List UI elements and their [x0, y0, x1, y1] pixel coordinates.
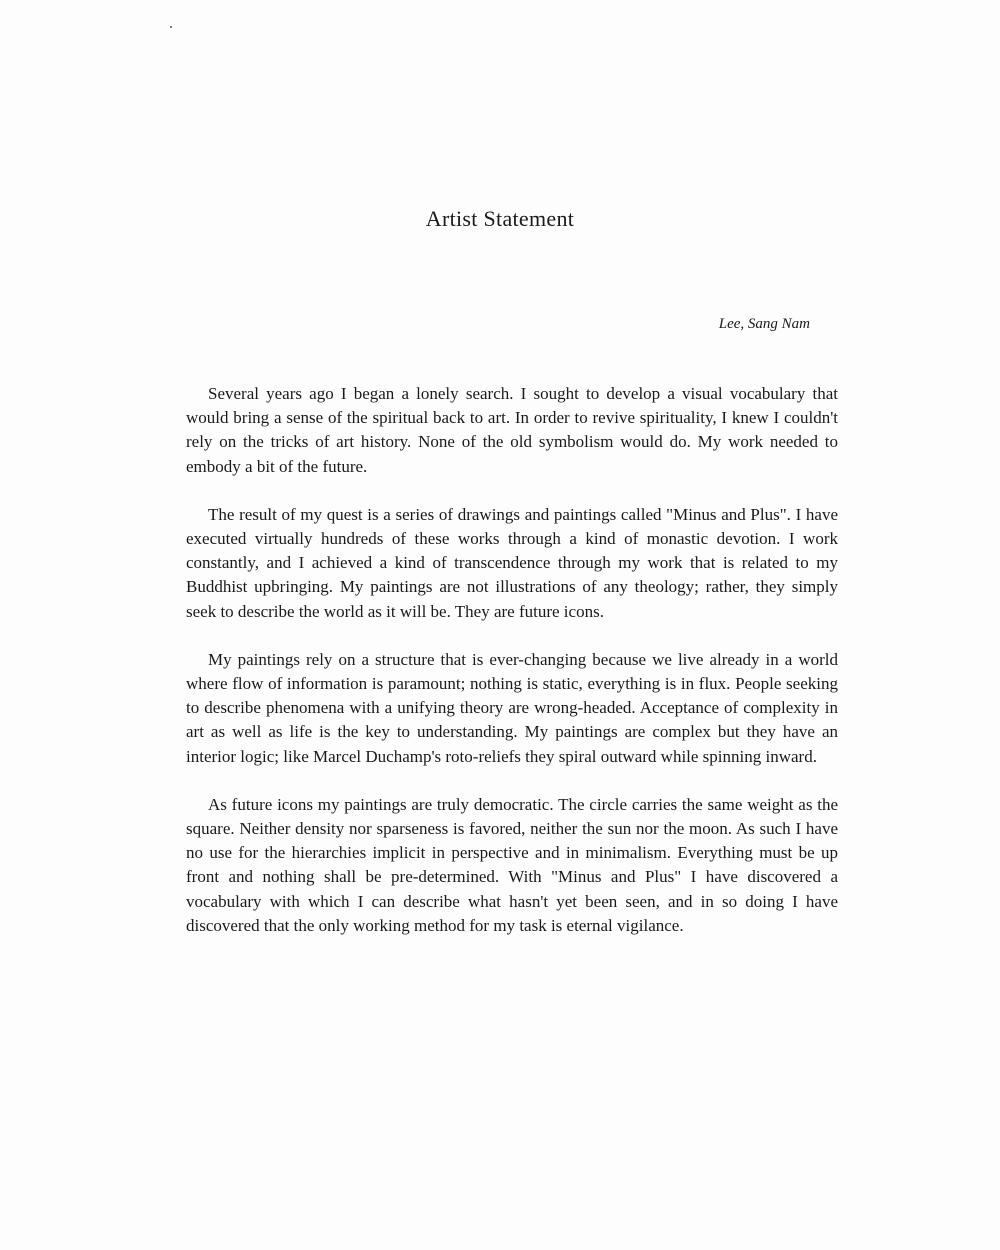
paragraph-4: As future icons my paintings are truly democratic. The circle carries the same weight as the square. Neither density nor sparseness is favored, neither the sun nor the moon. As such I have no use for the hierarchies implicit in perspective and in minimalism. Everything must be up front and nothing shall be pre-determined. With "Minus and Plus" I have discovered a vocabulary with which I can describe what hasn't yet been seen, and in so doing I have discovered that the only working method for my task is eternal vigilance. [186, 794, 838, 935]
paragraph-2: The result of my quest is a series of drawings and paintings called "Minus and Plus". I have executed virtually hundreds of these works through a kind of monastic devotion. I work constantly, and I achieved a kind of transcendence through my work that is related to my Buddhist upbringing. My paintings are not illustrations of any theology; rather, they simply seek to describe the world as it will be. They are future icons. [186, 504, 838, 621]
document-title: Artist Statement [425, 206, 575, 231]
paragraph-3: My paintings rely on a structure that is ever-changing because we live already in a world where flow of information is paramount; nothing is static, everything is in flux. People seeking to describe phenomena with a unifying theory are wrong-headed. Acceptance of complexity in art as well as life is the key to understanding. My paintings are complex but they have an interior logic; like Marcel Duchamp's roto-reliefs they spiral outward while spinning inward. [186, 649, 838, 766]
paper-speck [170, 26, 172, 28]
author-name: Lee, Sang Nam [718, 316, 810, 332]
paragraph-1: Several years ago I began a lonely search. I sought to develop a visual vocabulary that would bring a sense of the spiritual back to art. In order to revive spirituality, I knew I couldn't rely on the tricks of art history. None of the old symbolism would do. My work needed to embody a bit of the future. [186, 384, 838, 476]
statement-body [186, 382, 838, 962]
